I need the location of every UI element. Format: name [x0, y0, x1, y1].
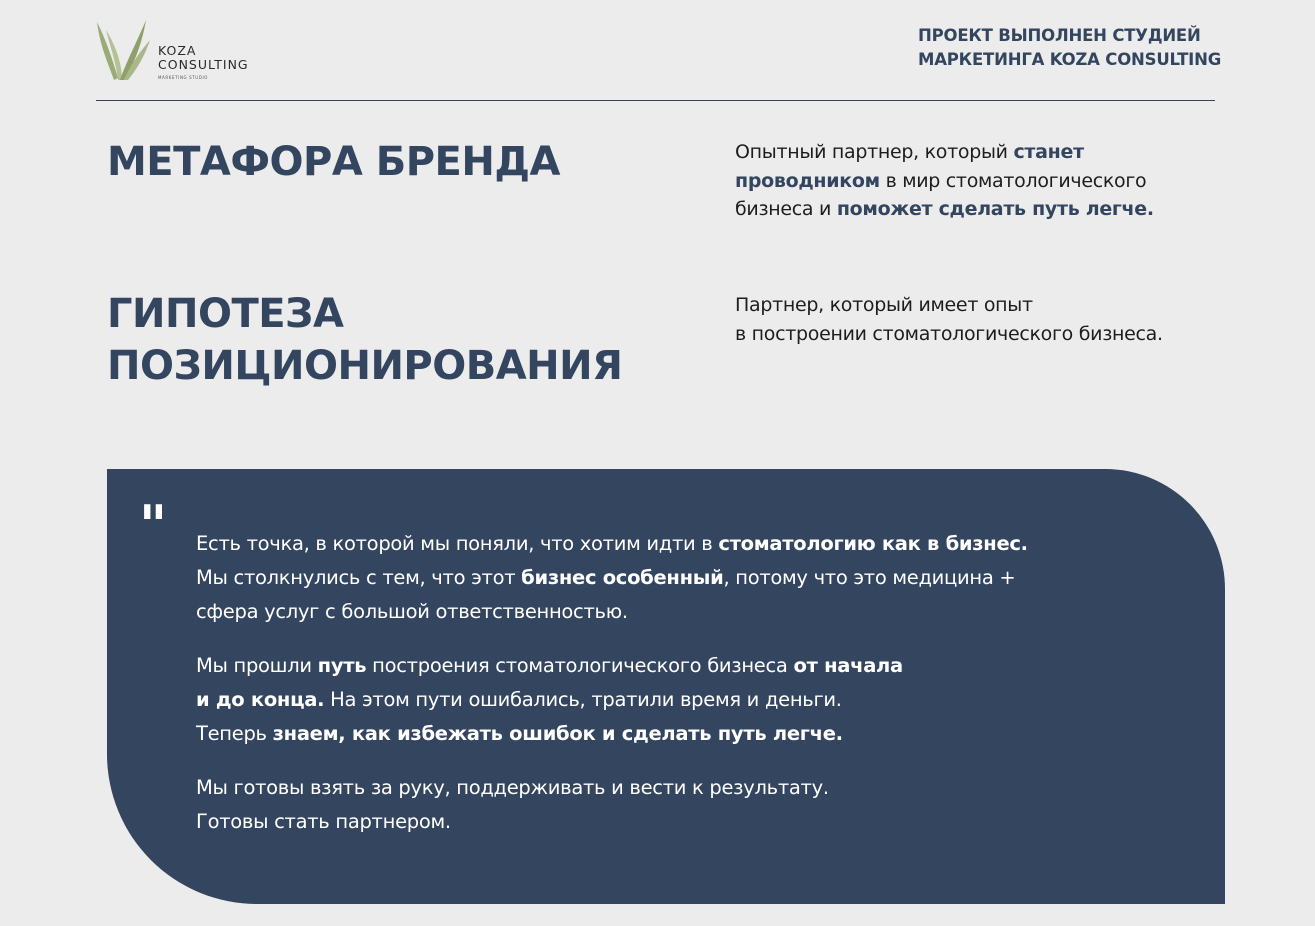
title-line1: ГИПОТЕЗА: [107, 291, 344, 337]
text-fragment: бизнеса и: [735, 198, 837, 220]
quote-fragment: Мы прошли: [196, 654, 318, 677]
quote-highlight: бизнес особенный: [521, 566, 724, 589]
text-highlight: проводником: [735, 169, 880, 192]
text-line2: в построении стоматологического бизнеса.: [735, 322, 1163, 345]
text-fragment: Опытный партнер, который: [735, 141, 1014, 163]
quote-highlight: знаем, как избежать ошибок и сделать путь легче.: [272, 722, 843, 745]
studio-credit-line1: ПРОЕКТ ВЫПОЛНЕН СТУДИЕЙ: [918, 26, 1201, 45]
studio-credit: [918, 24, 1238, 72]
logo-name-line1: KOZA: [158, 43, 197, 58]
title-line2: ПОЗИЦИОНИРОВАНИЯ: [107, 343, 623, 389]
quote-fragment: построения стоматологического бизнеса: [366, 654, 794, 677]
wheat-leaves-icon: [96, 18, 152, 84]
quote-fragment: Готовы стать партнером.: [196, 810, 451, 833]
positioning-hypothesis-text: [735, 291, 1205, 348]
quote-fragment: сфера услуг с большой ответственностью.: [196, 600, 628, 623]
quote-highlight: путь: [317, 654, 367, 677]
text-highlight: поможет сделать путь легче.: [836, 198, 1154, 220]
quote-fragment: Мы столкнулись с тем, что этот: [196, 566, 522, 589]
quote-fragment: , потому что это медицина +: [723, 566, 1016, 589]
quote-highlight: и до конца.: [196, 688, 325, 711]
text-line1: Партнер, который имеет опыт: [735, 294, 1033, 316]
quote-fragment: На этом пути ошибались, тратили время и деньги.: [324, 688, 842, 711]
quote-fragment: Теперь: [196, 722, 273, 745]
quote-fragment: Есть точка, в которой мы поняли, что хотим идти в: [196, 532, 719, 555]
positioning-hypothesis-title: [107, 288, 622, 392]
quote-paragraph-2: [196, 649, 1176, 751]
text-fragment: в мир стоматологического: [879, 169, 1147, 192]
logo-subtitle: MARKETING STUDIO: [158, 75, 209, 80]
brand-metaphor-text: [735, 138, 1205, 224]
logo-name: [158, 44, 249, 72]
quote-highlight: от начала: [793, 654, 903, 677]
quote-body: [196, 527, 1176, 859]
logo-name-line2: CONSULTING: [158, 57, 249, 72]
quote-mark-icon: ": [139, 494, 168, 557]
quote-highlight: стоматологию как в бизнес.: [718, 532, 1028, 555]
text-highlight: станет: [1013, 141, 1084, 163]
quote-fragment: Мы готовы взять за руку, поддерживать и вести к результату.: [196, 776, 829, 799]
studio-credit-line2: МАРКЕТИНГА KOZA CONSULTING: [918, 50, 1222, 69]
brand-metaphor-title: МЕТАФОРА БРЕНДА: [107, 139, 560, 185]
quote-paragraph-3: [196, 771, 1176, 839]
quote-paragraph-1: [196, 527, 1176, 629]
header-divider: [96, 100, 1215, 101]
quote-card: [107, 469, 1225, 904]
logo: [96, 18, 276, 84]
